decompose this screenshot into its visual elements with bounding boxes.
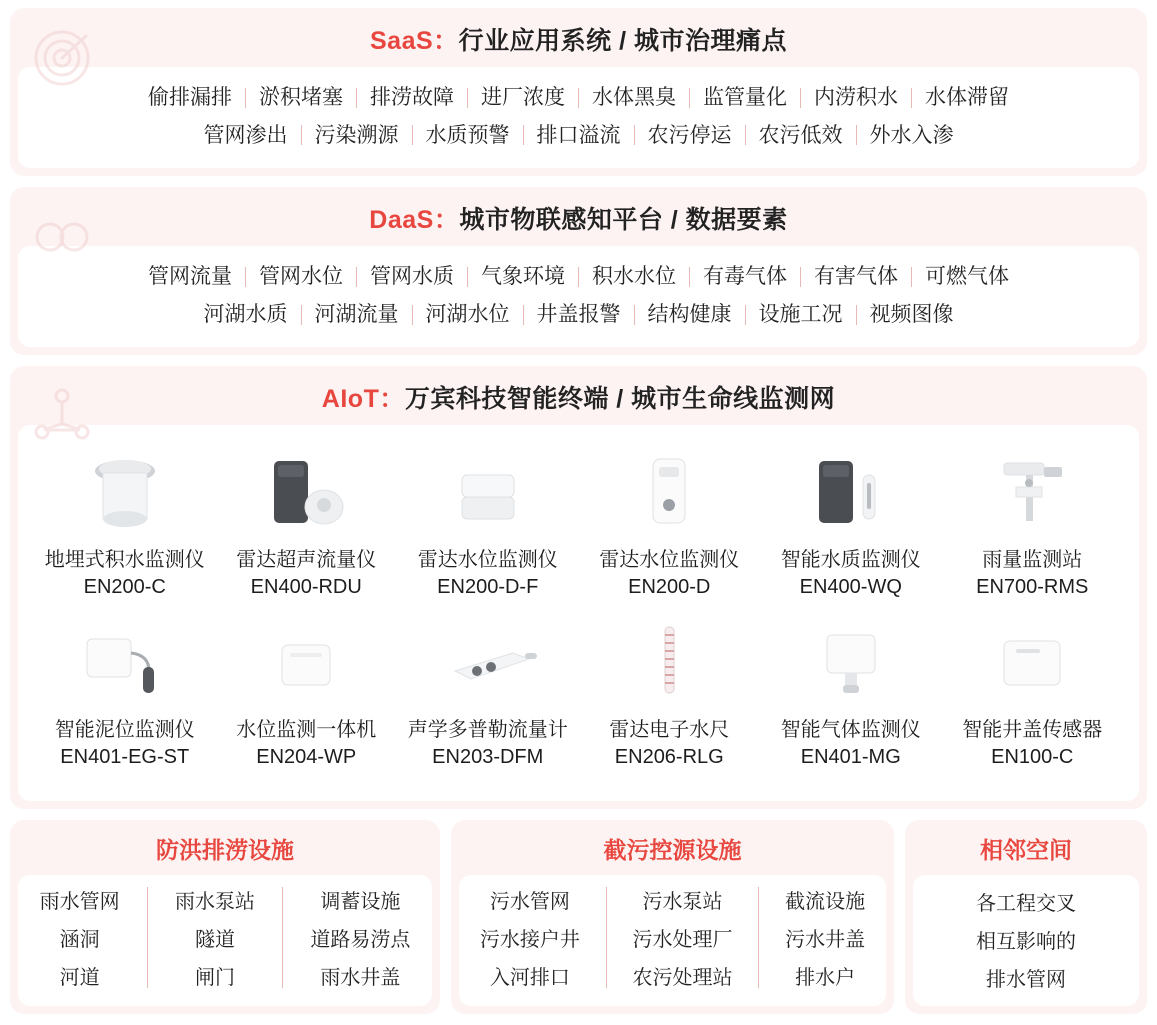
device-name: 智能泥位监测仪 bbox=[54, 719, 195, 742]
saas-title-prefix: SaaS： bbox=[369, 27, 459, 55]
daas-row-1 bbox=[28, 258, 1129, 296]
manhole-sensor-icon bbox=[944, 617, 1122, 709]
device-name: 水位监测一体机 bbox=[236, 719, 377, 742]
white-square-sensor-icon bbox=[218, 617, 396, 709]
white-tall-sensor-icon bbox=[581, 447, 759, 539]
daas-tag[interactable]: 设施工况 bbox=[758, 302, 843, 326]
daas-tag[interactable]: 气象环境 bbox=[481, 265, 565, 289]
column-divider bbox=[147, 887, 148, 988]
daas-tag[interactable]: 管网水质 bbox=[370, 265, 454, 289]
device-name: 雷达水位监测仪 bbox=[417, 549, 558, 572]
saas-tag[interactable]: 水体黑臭 bbox=[592, 86, 676, 109]
dark-probe-sensor-icon bbox=[762, 447, 940, 539]
device-name: 智能水质监测仪 bbox=[780, 549, 921, 572]
facility-row bbox=[10, 820, 1147, 1014]
device-model: EN401-EG-ST bbox=[60, 746, 190, 769]
saas-tag[interactable]: 排涝故障 bbox=[370, 86, 454, 109]
sewage-item[interactable]: 污水接户井 bbox=[479, 929, 580, 952]
daas-body bbox=[18, 246, 1139, 347]
device-card[interactable] bbox=[942, 613, 1124, 777]
sewage-item[interactable]: 污水井盖 bbox=[785, 929, 866, 952]
device-name: 智能气体监测仪 bbox=[780, 719, 921, 742]
sewage-item[interactable]: 污水管网 bbox=[489, 891, 570, 914]
weather-station-icon bbox=[944, 447, 1122, 539]
adjacent-items bbox=[919, 885, 1133, 994]
device-card[interactable] bbox=[34, 613, 216, 777]
daas-tag[interactable]: 河湖水位 bbox=[425, 302, 510, 326]
device-model: EN100-C bbox=[991, 746, 1074, 769]
sewage-panel bbox=[451, 820, 894, 1014]
device-name: 雷达电子水尺 bbox=[609, 719, 730, 742]
column-divider bbox=[758, 887, 759, 988]
flood-column bbox=[36, 885, 124, 990]
saas-title bbox=[10, 8, 1147, 67]
device-name: 雨量监测站 bbox=[982, 549, 1083, 572]
adjacent-title: 相邻空间 bbox=[980, 837, 1072, 864]
column-divider bbox=[282, 887, 283, 988]
device-model: EN200-C bbox=[83, 576, 166, 599]
device-card[interactable] bbox=[942, 443, 1124, 607]
flood-item[interactable]: 雨水管网 bbox=[39, 891, 120, 914]
flood-item[interactable]: 隧道 bbox=[194, 929, 235, 952]
sewage-item[interactable]: 农污处理站 bbox=[632, 967, 733, 990]
sewage-item[interactable]: 截流设施 bbox=[785, 891, 866, 914]
sewage-columns bbox=[465, 885, 880, 990]
device-model: EN400-WQ bbox=[799, 576, 902, 599]
sewage-column bbox=[476, 885, 584, 990]
saas-tag[interactable]: 监管量化 bbox=[703, 86, 787, 109]
device-model: EN206-RLG bbox=[614, 746, 724, 769]
aiot-title-prefix: AIoT： bbox=[321, 385, 405, 414]
sewage-column bbox=[781, 885, 869, 990]
aiot-body bbox=[18, 425, 1139, 801]
device-model: EN204-WP bbox=[256, 746, 357, 769]
device-card[interactable] bbox=[760, 443, 942, 607]
adjacent-panel bbox=[905, 820, 1147, 1014]
flood-columns bbox=[24, 885, 426, 990]
device-model: EN401-MG bbox=[800, 746, 901, 769]
aiot-title-main: 万宾科技智能终端 / 城市生命线监测网 bbox=[404, 385, 836, 414]
saas-tag[interactable]: 偷排漏排 bbox=[148, 86, 232, 109]
flood-panel bbox=[10, 820, 440, 1014]
saas-tag[interactable]: 外水入渗 bbox=[869, 123, 954, 147]
flood-item[interactable]: 河道 bbox=[59, 967, 100, 990]
daas-tag[interactable]: 河湖流量 bbox=[314, 302, 399, 326]
device-name: 声学多普勒流量计 bbox=[407, 719, 568, 742]
daas-title-main: 城市物联感知平台 / 数据要素 bbox=[459, 206, 788, 235]
aiot-title bbox=[10, 366, 1147, 425]
flood-column bbox=[306, 885, 414, 990]
column-divider bbox=[606, 887, 607, 988]
daas-row-2 bbox=[28, 296, 1129, 334]
device-name: 智能井盖传感器 bbox=[962, 719, 1103, 742]
daas-title bbox=[10, 187, 1147, 246]
flood-item[interactable]: 涵洞 bbox=[59, 929, 100, 952]
white-block-sensor-icon bbox=[399, 447, 577, 539]
daas-tag[interactable]: 积水水位 bbox=[592, 265, 676, 289]
sewage-item[interactable]: 排水户 bbox=[795, 967, 856, 990]
device-card[interactable] bbox=[579, 443, 761, 607]
device-model: EN700-RMS bbox=[976, 576, 1089, 599]
daas-tag[interactable]: 管网流量 bbox=[148, 265, 232, 289]
saas-tag[interactable]: 水质预警 bbox=[425, 123, 510, 147]
device-model: EN400-RDU bbox=[250, 576, 362, 599]
flood-title: 防洪排涝设施 bbox=[156, 837, 294, 864]
saas-row-2 bbox=[28, 117, 1129, 155]
round-well-sensor-icon bbox=[36, 447, 214, 539]
saas-tag[interactable]: 排口溢流 bbox=[536, 123, 621, 147]
device-name: 地埋式积水监测仪 bbox=[44, 549, 205, 572]
flood-item[interactable]: 调蓄设施 bbox=[320, 891, 401, 914]
panel-probe-sensor-icon bbox=[36, 617, 214, 709]
saas-body bbox=[18, 67, 1139, 168]
daas-tag[interactable]: 井盖报警 bbox=[536, 302, 621, 326]
daas-tag[interactable]: 可燃气体 bbox=[925, 265, 1009, 289]
saas-panel bbox=[10, 8, 1147, 176]
device-card[interactable] bbox=[397, 613, 579, 777]
device-card[interactable] bbox=[216, 613, 398, 777]
flood-column bbox=[171, 885, 259, 990]
device-card[interactable] bbox=[579, 613, 761, 777]
saas-tag[interactable]: 淤积堵塞 bbox=[259, 86, 343, 109]
device-model: EN203-DFM bbox=[432, 746, 544, 769]
adjacent-body bbox=[913, 875, 1139, 1006]
daas-tag[interactable]: 河湖水质 bbox=[203, 302, 288, 326]
device-model: EN200-D-F bbox=[437, 576, 539, 599]
flood-item[interactable]: 闸门 bbox=[194, 967, 235, 990]
device-card[interactable] bbox=[34, 443, 216, 607]
daas-title-prefix: DaaS： bbox=[369, 206, 460, 235]
saas-row-1 bbox=[28, 79, 1129, 117]
flood-item[interactable]: 雨水泵站 bbox=[174, 891, 255, 914]
daas-tag[interactable]: 有毒气体 bbox=[703, 265, 787, 289]
adjacent-item[interactable]: 相互影响的 bbox=[976, 931, 1076, 954]
sewage-item[interactable]: 污水处理厂 bbox=[632, 929, 733, 952]
device-name: 雷达超声流量仪 bbox=[236, 549, 377, 572]
device-card[interactable] bbox=[760, 613, 942, 777]
saas-tag[interactable]: 管网渗出 bbox=[203, 123, 288, 147]
flood-item[interactable]: 雨水井盖 bbox=[320, 967, 401, 990]
sewage-body bbox=[459, 875, 886, 1006]
sewage-column bbox=[628, 885, 736, 990]
saas-tag[interactable]: 农污低效 bbox=[758, 123, 843, 147]
saas-title-main: 行业应用系统 / 城市治理痛点 bbox=[458, 27, 787, 55]
device-grid bbox=[28, 437, 1129, 787]
daas-panel bbox=[10, 187, 1147, 355]
daas-tag[interactable]: 视频图像 bbox=[869, 302, 954, 326]
saas-tag[interactable]: 污染溯源 bbox=[314, 123, 399, 147]
flood-item[interactable]: 道路易涝点 bbox=[310, 929, 411, 952]
adjacent-item[interactable]: 排水管网 bbox=[986, 969, 1066, 992]
daas-tag[interactable]: 管网水位 bbox=[259, 265, 343, 289]
saas-tag[interactable]: 水体滞留 bbox=[925, 86, 1009, 109]
sewage-title: 截污控源设施 bbox=[603, 837, 742, 864]
aiot-panel bbox=[10, 366, 1147, 809]
doppler-flowmeter-icon bbox=[399, 617, 577, 709]
sewage-item[interactable]: 入河排口 bbox=[489, 967, 570, 990]
daas-tag[interactable]: 结构健康 bbox=[647, 302, 732, 326]
flood-body bbox=[18, 875, 432, 1006]
saas-tag[interactable]: 内涝积水 bbox=[814, 86, 898, 109]
device-card[interactable] bbox=[216, 443, 398, 607]
saas-tag[interactable]: 农污停运 bbox=[647, 123, 732, 147]
adjacent-item[interactable]: 各工程交叉 bbox=[976, 893, 1076, 916]
dark-box-sensor-icon bbox=[218, 447, 396, 539]
daas-tag[interactable]: 有害气体 bbox=[814, 265, 898, 289]
device-model: EN200-D bbox=[628, 576, 711, 599]
saas-tag[interactable]: 进厂浓度 bbox=[481, 86, 565, 109]
gas-detector-icon bbox=[762, 617, 940, 709]
electronic-ruler-icon bbox=[581, 617, 759, 709]
device-card[interactable] bbox=[397, 443, 579, 607]
device-name: 雷达水位监测仪 bbox=[599, 549, 740, 572]
sewage-item[interactable]: 污水泵站 bbox=[642, 891, 723, 914]
